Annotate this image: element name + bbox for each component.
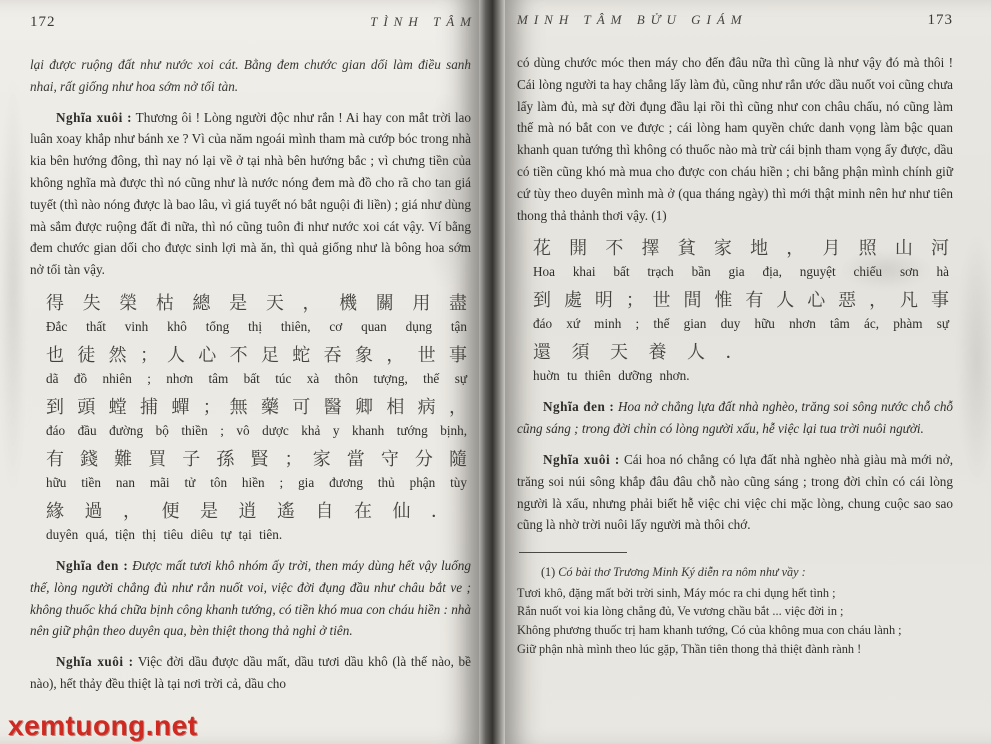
- nghia-xuoi-label: Nghĩa xuôi :: [543, 451, 620, 467]
- nghia-xuoi-text: Cái hoa nó chẳng có lựa đất nhà nghèo nhà giàu mà mới nở, trăng soi núi sông khắp đâu đâu chỗ nào cũng sáng ; trong đời chỉn có cái lòng người là xấu, nhưng phải biết hễ việc chi việc chi mặc lòng, chung cuộc sao sao cũng là nhờ trời nuôi lấy người mà thôi chớ.: [517, 451, 953, 533]
- paragraph-nghia-xuoi-1: [30, 107, 471, 281]
- footnote-intro-text: Có bài thơ Trương Minh Ký diễn ra nôm như vầy :: [558, 565, 806, 580]
- left-page: [0, 0, 479, 744]
- verse-translit-line: hữu tiền nan mãi tử tôn hiền ; gia đương thủ phận tùy: [46, 474, 467, 490]
- left-running-title: TÌNH TÂM: [370, 14, 477, 29]
- verse-chinese-line: 也 徒 然 ； 人 心 不 足 蛇 吞 象 ， 世 事: [46, 344, 467, 365]
- verse-translit-line: duyên quá, tiện thị tiêu diêu tự tại tiên.: [46, 526, 283, 542]
- left-page-number: 172: [30, 14, 56, 30]
- verse-translit-line: Đắc thất vinh khô tổng thị thiên, cơ quan dụng tận: [46, 318, 467, 334]
- verse-block-right: [517, 235, 953, 386]
- paragraph-continuation-left: lại được ruộng đất như nước xoi cát. Bằng đem chước gian dối làm điều sanh nhai, rất giống như hoa sớm nở tối tàn.: [30, 57, 471, 94]
- paragraph-nghia-den-right: [517, 396, 953, 440]
- verse-chinese-line: 有 錢 難 買 子 孫 賢 ； 家 當 守 分 隨: [46, 448, 467, 469]
- verse-chinese-line: 到 處 明 ； 世 間 惟 有 人 心 惡 ， 凡 事: [533, 290, 949, 311]
- footnote-line: Không phương thuốc trị ham khanh tướng, Có của không mua con cháu lành ;: [517, 623, 902, 638]
- verse-translit-line: đáo xứ minh ; thế gian duy hữu nhơn tâm ác, phàm sự: [533, 316, 949, 332]
- footnote: [517, 552, 953, 659]
- watermark: xemtuong.net: [8, 710, 198, 741]
- right-page-header: [517, 12, 953, 38]
- verse-translit-line: huờn tu thiên dưỡng nhơn.: [533, 368, 690, 384]
- verse-chinese-line: 緣 過 ， 便 是 逍 遙 自 在 仙 ．: [46, 500, 449, 521]
- nghia-den-text: Được mất tươi khô nhóm ấy trời, then máy dùng hết vậy luống thế, lòng người chẳng đủ như rắn nuốt voi, việc đời đụng đầu như châu bắt ve ; không thuốc khá chữa bịnh công khanh tướng, có tiền khó mua con cháu hiền : nhà nên giữ phận theo duyên qua, bèn thiệt thong thả nghỉ ở tiên.: [30, 557, 471, 639]
- right-running-title: MINH TÂM BỬU GIÁM: [517, 12, 748, 27]
- book-gutter-shadow: [479, 0, 505, 744]
- nghia-xuoi-label: Nghĩa xuôi :: [56, 654, 134, 670]
- paragraph-nghia-den-left: [30, 555, 471, 642]
- verse-chinese-line: 花 開 不 擇 貧 家 地 ， 月 照 山 河: [533, 238, 949, 259]
- nghia-den-label: Nghĩa đen :: [56, 557, 129, 573]
- paragraph-nghia-xuoi-2: [30, 651, 471, 695]
- verse-chinese-line: 到 頭 螳 捕 蟬 ； 無 藥 可 醫 卿 相 病 ，: [46, 396, 467, 417]
- verse-translit-line: đáo đầu đường bộ thiền ; vô dược khả y khanh tướng bịnh,: [46, 422, 467, 438]
- footnote-rule: [519, 552, 627, 553]
- nghia-den-label: Nghĩa đen :: [543, 399, 615, 415]
- verse-chinese-line: 還 須 天 養 人 ．: [533, 342, 744, 363]
- nghia-xuoi-label: Nghĩa xuôi :: [56, 109, 133, 125]
- right-page-number: 173: [927, 12, 953, 28]
- footnote-line: Giữ phận nhà mình theo lúc gặp, Thần tiên thong thả thiệt đành rành !: [517, 642, 862, 657]
- right-page: [505, 0, 991, 744]
- nghia-den-text: Hoa nở chẳng lựa đất nhà nghèo, trăng soi sông nước chỗ chỗ cũng sáng ; trong đời chỉn có lòng người xấu, hễ việc lại tua trời nuôi người.: [517, 399, 954, 437]
- verse-translit-line: dã đồ nhiên ; nhơn tâm bất túc xà thôn tượng, thế sự: [46, 370, 467, 386]
- verse-translit-line: Hoa khai bất trạch bần gia địa, nguyệt chiếu sơn hà: [533, 264, 949, 280]
- paragraph-nghia-xuoi-right: [517, 449, 953, 536]
- nghia-xuoi-text: Thương ôi ! Lòng người độc như rắn ! Ai hay con mắt trời lao luân xoay khắp như bánh xe ? Vì của năm ngoái mình tham mà cướp bóc trong nhà kia bên hướng đông, thì nay nó lại về ở tại nhà bên hướng bắc ; vì chưng tiền của không nghĩa mà được thì nó cũng như là nước nóng đem mà đồ cho rã cho tan giá tuyết (thì nào nóng được là bao lâu, vì giá tuyết nó bắt nguội đi liền) ; giá như dùng mà sắm được ruộng đất đi nữa, thì nó cũng tuôn đi như nước xoi cát vậy. Ví bằng đem chước gian dối cho được sinh lợi mà ăn, thì quả giống như là bông hoa sớm nở tối tàn vậy.: [30, 109, 471, 278]
- verse-chinese-line: 得 失 榮 枯 總 是 天 ， 機 關 用 盡: [46, 292, 467, 313]
- nghia-xuoi-text: Việc đời dầu được dầu mất, dầu tươi dầu khô (là thế nào, bề nào), hết thảy đều thiệt là tại nơi trời cả, dầu cho: [30, 654, 471, 691]
- ink-bleed-artifact: [0, 70, 26, 500]
- footnote-marker: (1): [541, 565, 556, 580]
- verse-block-left: [30, 290, 471, 545]
- paragraph-continuation-right: có dùng chước móc then máy cho đến đâu nữa thì cũng là như vậy đó mà thôi ! Cái lòng người ta hay chẳng lấy làm đủ, cũng như rắn ước dầu nuốt voi cũng chưa lấy làm đủ, mà sự đời đụng đầu lại rồi thì cũng như con châu chấu, nó cũng làm thế mà nó bắt con ve được ; cái lòng ham quyền chức danh vọng làm bậc quan khanh quan tướng thì không có thuốc nào mà trừ cái bịnh tham vọng ấy được, dầu có tiền cũng khó mà mua cho được con cháu hiền ; chi bằng phận mình chính giữ cứ tùy theo duyên mình mà ở (qua tháng ngày) thì mới thật minh nên hư như tiên thong thả thảnh thơi vậy. (1): [517, 55, 953, 223]
- footnote-line: Rắn nuốt voi kia lòng chẳng đủ, Ve vương chầu bắt ... việc đời in ;: [517, 604, 844, 619]
- ink-bleed-artifact: [957, 230, 991, 490]
- left-page-header: [30, 14, 477, 40]
- footnote-line: Tươi khô, đặng mất bởi trời sinh, Máy móc ra chi dụng hết tình ;: [517, 585, 836, 600]
- footnote-intro: [517, 563, 953, 582]
